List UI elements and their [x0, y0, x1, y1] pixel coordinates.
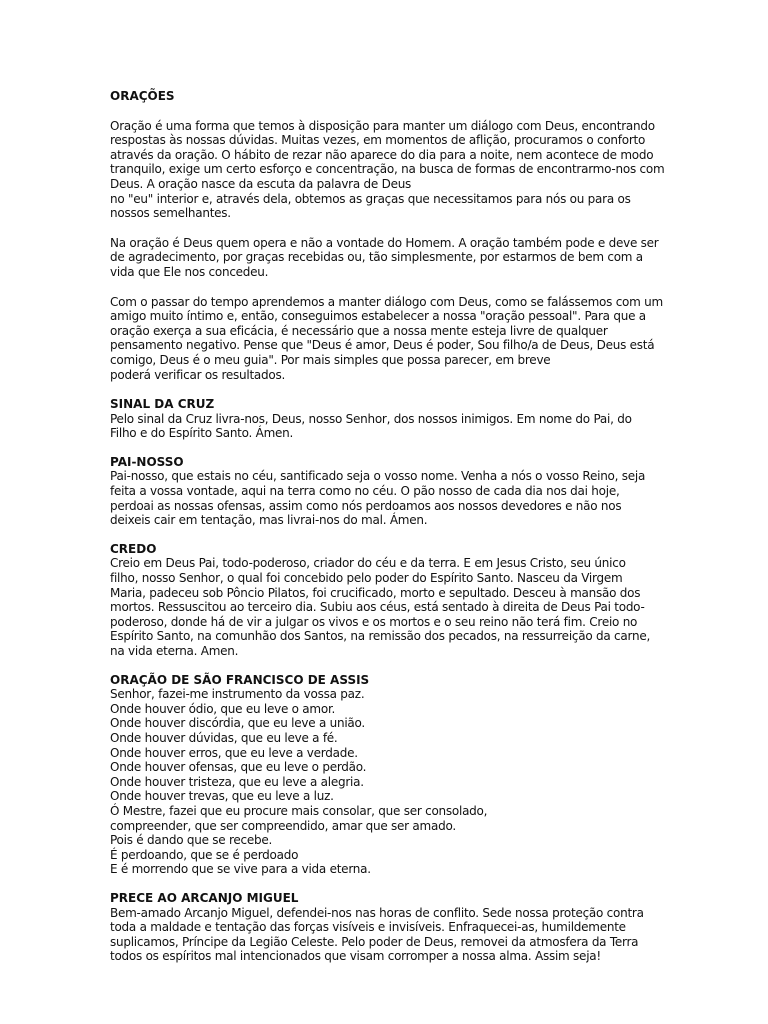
- text-line: pensamento negativo. Pense que "Deus é amor, Deus é poder, Sou filho/a de Deus, Deus está: [110, 338, 655, 353]
- section-heading: PRECE AO ARCANJO MIGUEL: [110, 890, 299, 905]
- text-line: Pai-nosso, que estais no céu, santificado seja o vosso nome. Venha a nós o vosso Reino, seja: [110, 469, 646, 484]
- text-line: na vida eterna. Amen.: [110, 644, 239, 658]
- text-line: todos os espíritos mal intencionados que visam corromper a nossa alma. Assim seja!: [110, 949, 601, 964]
- text-line: respostas às nossas dúvidas. Muitas vezes, em momentos de aflição, procuramos o conforto: [110, 133, 646, 148]
- text-line: É perdoando, que se é perdoado: [110, 847, 299, 862]
- text-line: através da oração. O hábito de rezar não aparece do dia para a noite, nem acontece de modo: [110, 147, 654, 162]
- document-page: [110, 89, 670, 978]
- text-line: mortos. Ressuscitou ao terceiro dia. Subiu aos céus, está sentado à direita de Deus Pai todo-: [110, 600, 645, 615]
- text-line: E é morrendo que se vive para a vida eterna.: [110, 862, 371, 877]
- section-heading: PAI-NOSSO: [110, 454, 184, 469]
- text-line: Onde houver ofensas, que eu leve o perdão.: [110, 760, 367, 775]
- text-line: Ó Mestre, fazei que eu procure mais consolar, que ser consolado,: [110, 803, 488, 818]
- text-line: compreender, que ser compreendido, amar que ser amado.: [110, 818, 456, 833]
- text-line: Com o passar do tempo aprendemos a manter diálogo com Deus, como se falássemos com um: [110, 294, 663, 309]
- text-line: de agradecimento, por graças recebidas ou, tão simplesmente, por estarmos de bem com a: [110, 250, 643, 265]
- text-line: Creio em Deus Pai, todo-poderoso, criador do céu e da terra. E em Jesus Cristo, seu único: [110, 556, 626, 571]
- text-line: tranquilo, exige um certo esforço e concentração, na busca de formas de encontrarmo-nos com: [110, 162, 665, 177]
- text-line: Onde houver ódio, que eu leve o amor.: [110, 701, 336, 716]
- text-line: Pois é dando que se recebe.: [110, 833, 273, 848]
- section-oracao-sao-francisco: [110, 673, 670, 877]
- text-line: filho, nosso Senhor, o qual foi concebido pelo poder do Espírito Santo. Nasceu da Virgem: [110, 571, 623, 586]
- text-line: Espírito Santo, na comunhão dos Santos, na remissão dos pecados, na ressurreição da carne,: [110, 629, 651, 644]
- section-prece-arcanjo-miguel: [110, 891, 670, 964]
- text-line: Filho e do Espírito Santo. Ámen.: [110, 426, 294, 441]
- text-line: oração exerça a sua eficácia, é necessário que a nossa mente esteja livre de qualquer: [110, 323, 608, 338]
- intro-paragraph-1: [110, 119, 670, 221]
- text-line: Onde houver trevas, que eu leve a luz.: [110, 789, 334, 804]
- text-line: no "eu" interior e, através dela, obtemos as graças que necessitamos para nós ou para os: [110, 191, 631, 206]
- section-pai-nosso: [110, 455, 670, 528]
- text-line: Onde houver erros, que eu leve a verdade.: [110, 745, 358, 760]
- text-line: nossos semelhantes.: [110, 206, 231, 221]
- section-credo: [110, 542, 670, 659]
- text-line: comigo, Deus é o meu guia". Por mais simples que possa parecer, em breve: [110, 352, 551, 367]
- section-heading: ORAÇÃO DE SÃO FRANCISCO DE ASSIS: [110, 672, 370, 687]
- text-line: Pelo sinal da Cruz livra-nos, Deus, nosso Senhor, dos nossos inimigos. Em nome do Pai, do: [110, 411, 632, 426]
- text-line: Deus. A oração nasce da escuta da palavra de Deus: [110, 176, 412, 191]
- text-line: Onde houver tristeza, que eu leve a alegria.: [110, 774, 364, 789]
- text-line: Senhor, fazei-me instrumento da vossa paz.: [110, 687, 365, 702]
- intro-paragraph-2: [110, 236, 670, 280]
- text-line: Oração é uma forma que temos à disposição para manter um diálogo com Deus, encontrando: [110, 118, 655, 133]
- text-line: Onde houver discórdia, que eu leve a união.: [110, 716, 365, 731]
- text-line: vida que Ele nos concedeu.: [110, 264, 269, 279]
- section-heading: SINAL DA CRUZ: [110, 397, 215, 412]
- text-line: suplicamos, Príncipe da Legião Celeste. Pelo poder de Deus, removei da atmosfera da Terra: [110, 934, 639, 949]
- text-line: amigo muito íntimo e, então, conseguimos estabelecer a nossa "oração pessoal". Para que a: [110, 309, 646, 324]
- text-line: perdoai as nossas ofensas, assim como nós perdoamos aos nossos devedores e não nos: [110, 498, 622, 513]
- text-line: poderá verificar os resultados.: [110, 367, 286, 382]
- text-line: Bem-amado Arcanjo Miguel, defendei-nos nas horas de conflito. Sede nossa proteção contra: [110, 905, 644, 920]
- text-line: Onde houver dúvidas, que eu leve a fé.: [110, 730, 338, 745]
- intro-paragraph-3: [110, 295, 670, 383]
- text-line: Na oração é Deus quem opera e não a vontade do Homem. A oração também pode e deve ser: [110, 235, 659, 250]
- text-line: feita a vossa vontade, aqui na terra como no céu. O pão nosso de cada dia nos dai hoje,: [110, 484, 620, 499]
- text-line: deixeis cair em tentação, mas livrai-nos do mal. Ámen.: [110, 513, 428, 528]
- text-line: Maria, padeceu sob Pôncio Pilatos, foi crucificado, morto e sepultado. Desceu à mansão dos: [110, 585, 641, 600]
- section-heading: CREDO: [110, 541, 157, 556]
- text-line: poderoso, donde há de vir a julgar os vivos e os mortos e o seu reino não terá fim. Creio no: [110, 614, 638, 629]
- section-sinal-da-cruz: [110, 397, 670, 441]
- page-title: ORAÇÕES: [110, 89, 175, 103]
- text-line: toda a maldade e tentação das forças visíveis e invisíveis. Enfraquecei-as, humildemente: [110, 920, 626, 935]
